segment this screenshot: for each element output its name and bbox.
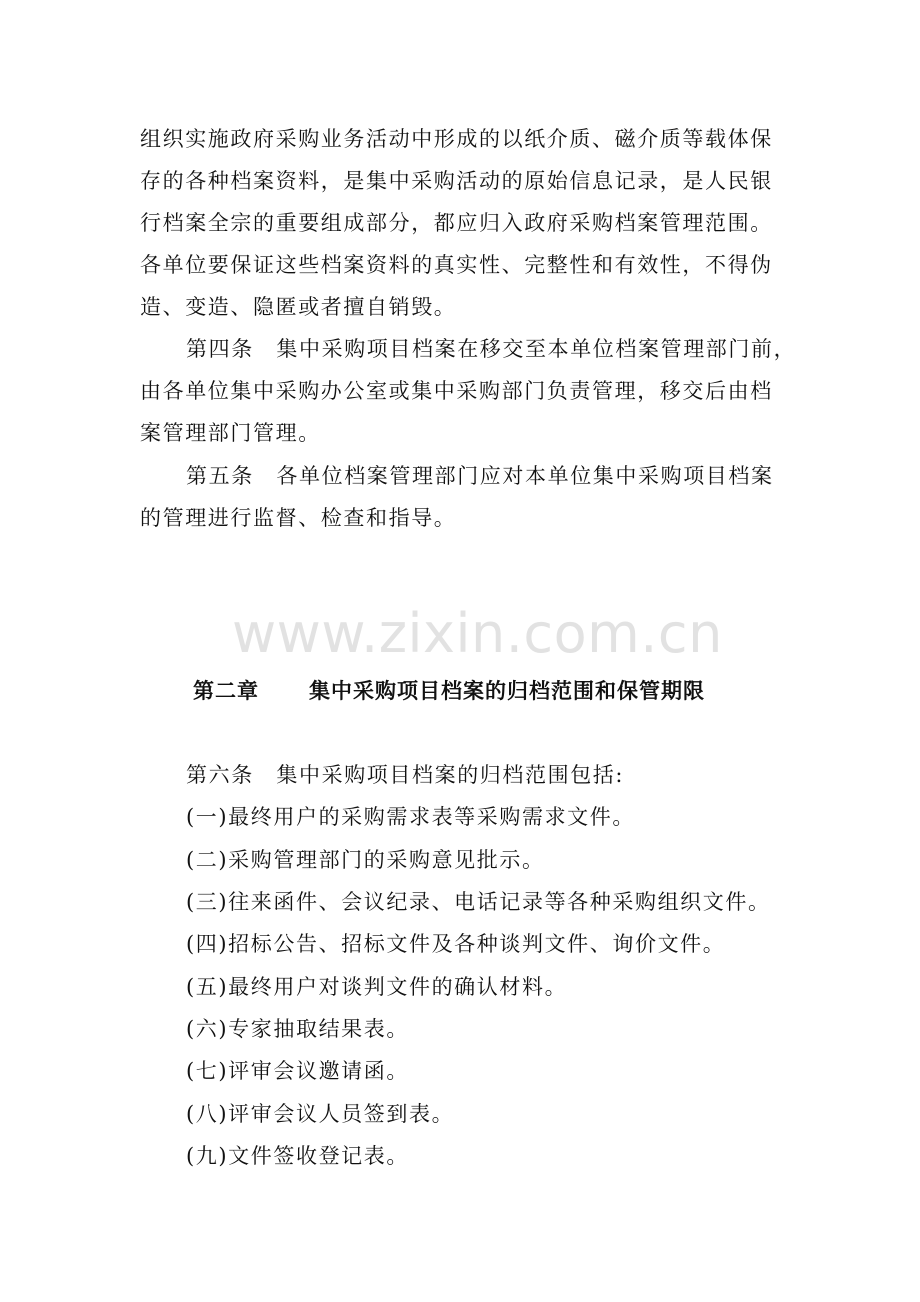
paragraph-line: 造、变造、隐匿或者擅自销毁。 <box>140 295 457 319</box>
article-5-line: 第五条 各单位档案管理部门应对本单位集中采购项目档案 <box>186 464 774 488</box>
article-6-intro: 第六条 集中采购项目档案的归档范围包括: <box>186 763 625 787</box>
list-item: (九)文件签收登记表。 <box>186 1144 409 1168</box>
article-4-line: 案管理部门管理。 <box>140 421 321 445</box>
paragraph-line: 行档案全宗的重要组成部分，都应归入政府采购档案管理范围。 <box>140 211 773 235</box>
paragraph-line: 存的各种档案资料，是集中采购活动的原始信息记录，是人民银 <box>140 169 773 193</box>
list-item: (八)评审会议人员签到表。 <box>186 1102 455 1126</box>
article-4-line: 第四条 集中采购项目档案在移交至本单位档案管理部门前， <box>186 337 797 361</box>
list-item: (三)往来函件、会议纪录、电话记录等各种采购组织文件。 <box>186 890 771 914</box>
watermark: www.zixin.com.cn <box>232 602 723 665</box>
paragraph-line: 组织实施政府采购业务活动中形成的以纸介质、磁介质等载体保 <box>140 127 773 151</box>
article-5-line: 的管理进行监督、检查和指导。 <box>140 506 457 530</box>
list-item: (七)评审会议邀请函。 <box>186 1059 409 1083</box>
list-item: (一)最终用户的采购需求表等采购需求文件。 <box>186 805 635 829</box>
article-4-line: 由各单位集中采购办公室或集中采购部门负责管理，移交后由档 <box>140 379 773 403</box>
list-item: (四)招标公告、招标文件及各种谈判文件、询价文件。 <box>186 932 726 956</box>
chapter-number: 第二章 <box>193 679 259 703</box>
chapter-title: 集中采购项目档案的归档范围和保管期限 <box>309 679 705 703</box>
list-item: (五)最终用户对谈判文件的确认材料。 <box>186 975 568 999</box>
list-item: (六)专家抽取结果表。 <box>186 1017 409 1041</box>
list-item: (二)采购管理部门的采购意见批示。 <box>186 848 545 872</box>
paragraph-line: 各单位要保证这些档案资料的真实性、完整性和有效性，不得伪 <box>140 253 773 277</box>
